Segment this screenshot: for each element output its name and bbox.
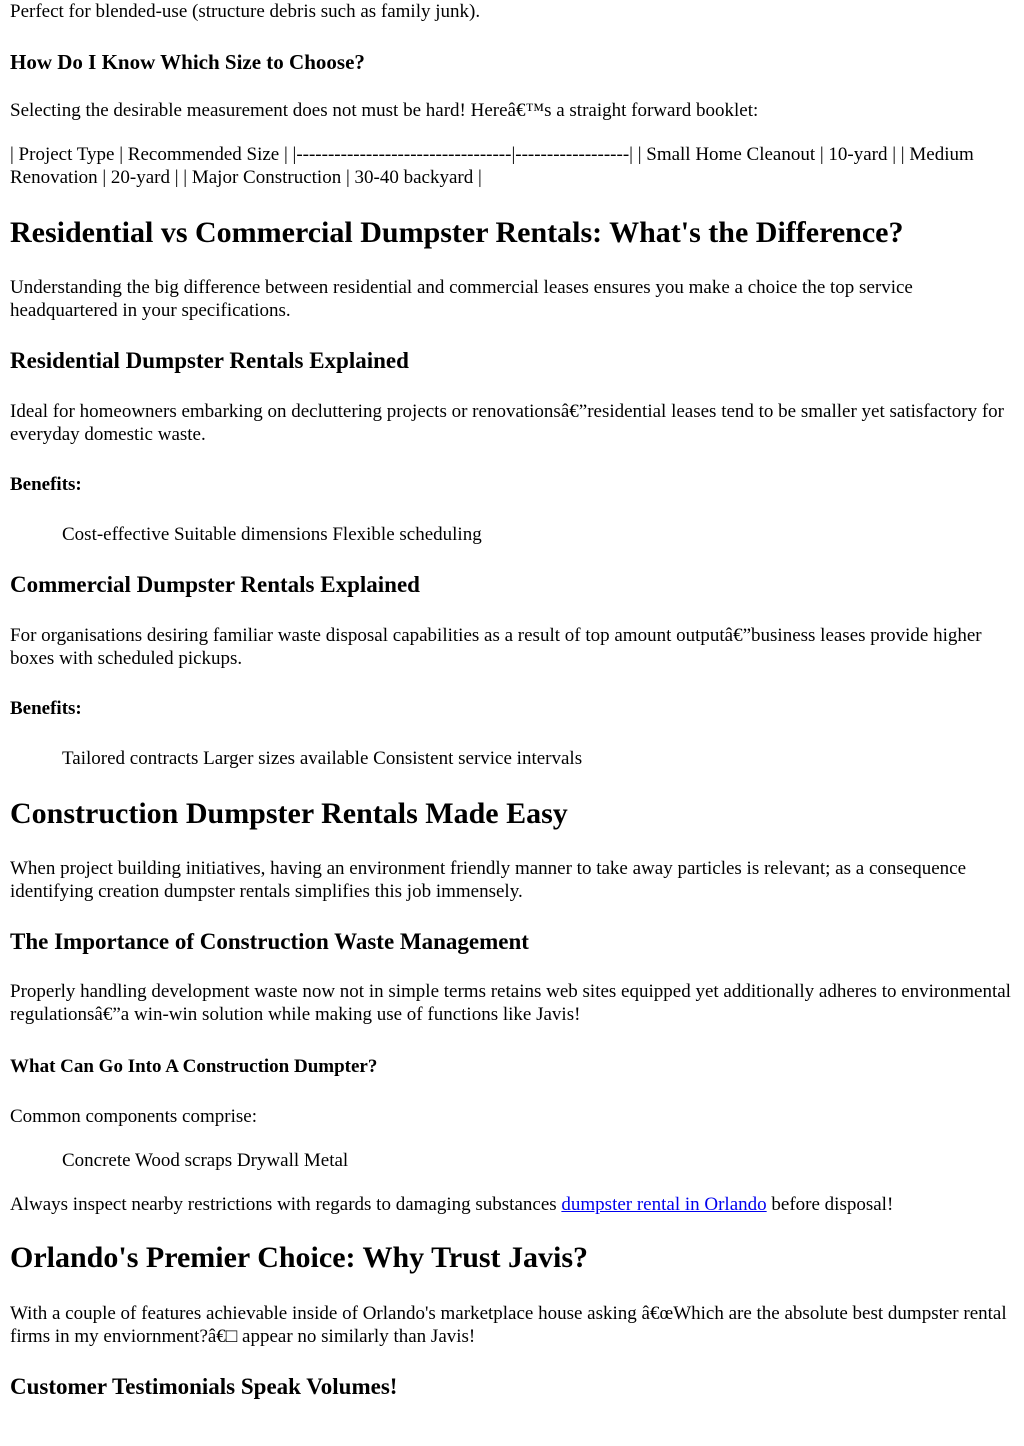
testimonials-heading: Customer Testimonials Speak Volumes! xyxy=(10,1374,398,1399)
construction-text: When project building initiatives, having an environment friendly manner to take away particles is relevant; as a consequence identifying creation dumpster rentals simplifies this job immensely. xyxy=(10,858,967,902)
intro-line: Perfect for blended-use (structure debris such as family junk). xyxy=(10,1,481,22)
residential-heading: Residential Dumpster Rentals Explained xyxy=(10,348,409,373)
residential-benefits-label: Benefits: xyxy=(10,474,82,495)
commercial-text: For organisations desiring familiar waste disposal capabilities as a result of top amount outputâ€”business leases provide higher boxes with scheduled pickups. xyxy=(10,625,982,669)
waste-mgmt-text: Properly handling development waste now not in simple terms retains web sites equipped yet additionally adheres to environmental regulationsâ€”a win-win solution while making use of functions like Javis! xyxy=(10,981,1011,1025)
commercial-benefits-list: Tailored contracts Larger sizes available Consistent service intervals xyxy=(62,748,583,769)
what-goes-intro: Common components comprise: xyxy=(10,1106,257,1127)
size-heading: How Do I Know Which Size to Choose? xyxy=(10,50,365,74)
residential-benefits-list: Cost-effective Suitable dimensions Flexible scheduling xyxy=(62,524,482,545)
what-goes-heading: What Can Go Into A Construction Dumpter? xyxy=(10,1056,378,1077)
commercial-benefits-label: Benefits: xyxy=(10,698,82,719)
tip-text-after: before disposal! xyxy=(766,1194,894,1215)
orlando-heading: Orlando's Premier Choice: Why Trust Javis? xyxy=(10,1241,589,1274)
waste-mgmt-heading: The Importance of Construction Waste Management xyxy=(10,929,529,954)
construction-heading: Construction Dumpster Rentals Made Easy xyxy=(10,797,568,830)
tip-text-before: Always inspect nearby restrictions with regards to damaging substances xyxy=(10,1194,562,1215)
dumpster-rental-orlando-link[interactable]: dumpster rental in Orlando xyxy=(561,1194,767,1215)
size-table-text: | Project Type | Recommended Size | |----------------------------------|------------------| | Small Home Cleanout | 10-yard | | Medium Renovation | 20-yard | | Major Construction | 30-40 backyard | xyxy=(10,144,974,188)
what-goes-items: Concrete Wood scraps Drywall Metal xyxy=(62,1150,349,1171)
res-vs-com-heading: Residential vs Commercial Dumpster Rentals: What's the Difference? xyxy=(10,216,904,249)
what-goes-tip xyxy=(10,1193,1014,1216)
orlando-text: With a couple of features achievable inside of Orlando's marketplace house asking â€œWhich are the absolute best dumpster rental firms in my enviornment?â€□ appear no similarly than Javis! xyxy=(10,1303,1007,1347)
residential-text: Ideal for homeowners embarking on decluttering projects or renovationsâ€”residential leases tend to be smaller yet satisfactory for everyday domestic waste. xyxy=(10,401,1004,445)
size-intro: Selecting the desirable measurement does not must be hard! Hereâ€™s a straight forward booklet: xyxy=(10,100,759,121)
res-vs-com-intro: Understanding the big difference between residential and commercial leases ensures you make a choice the top service headquartered in your specifications. xyxy=(10,277,913,321)
commercial-heading: Commercial Dumpster Rentals Explained xyxy=(10,572,420,597)
